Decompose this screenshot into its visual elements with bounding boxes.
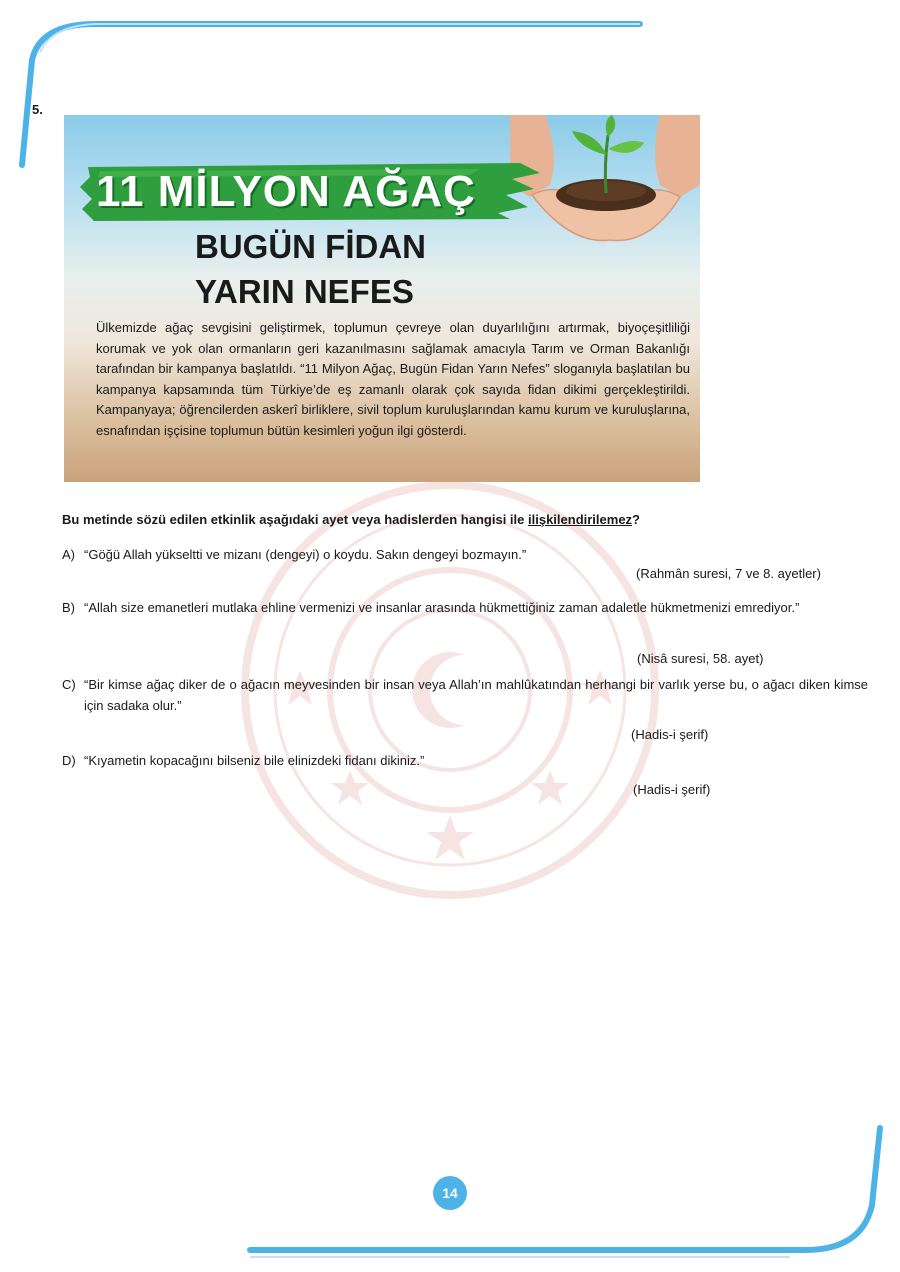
option-text: “Allah size emanetleri mutlaka ehline vermenizi ve insanlar arasında hükmettiğiniz zaman adaletle hükmetmenizi emrediyor.” bbox=[84, 600, 800, 615]
option-letter: D) bbox=[62, 753, 76, 768]
banner-paragraph: Ülkemizde ağaç sevgisini geliştirmek, toplumun çevreye olan duyarlılığını artırmak, biyoçeşitliliği korumak ve yok olan ormanların geri kazanılmasını sağlamak amacıyla Tarım ve Orman Bakanlığı tarafından bir kampanya başlatıldı. “11 Milyon Ağaç, Bugün Fidan Yarın Nefes” sloganıyla başlatılan bu kampanya kapsamında tüm Türkiye’de eş zamanlı olarak çok sayıda fidan dikimi gerçekleştirildi. Kampanyaya; öğrencilerden askerî birliklere, sivil toplum kuruluşlarından kamu kurum ve kuruluşlarına, esnafından işçisine toplumun bütün kesimleri yoğun ilgi gösterdi. bbox=[96, 320, 690, 438]
option-a bbox=[62, 545, 868, 566]
question-text-end: ? bbox=[632, 512, 640, 527]
question-number: 5. bbox=[32, 102, 43, 117]
question-text-start: Bu metinde sözü edilen etkinlik aşağıdaki ayet veya hadislerden hangisi ile bbox=[62, 512, 528, 527]
question-text bbox=[62, 512, 640, 527]
option-letter: C) bbox=[62, 677, 76, 692]
option-text: “Göğü Allah yükseltti ve mizanı (dengeyi) o koydu. Sakın dengeyi bozmayın.” bbox=[84, 547, 527, 562]
option-b bbox=[62, 598, 868, 619]
banner-title: 11 MİLYON AĞAÇ bbox=[96, 167, 476, 216]
banner-subtitle-2: YARIN NEFES bbox=[195, 273, 414, 310]
page-number-badge: 14 bbox=[433, 1176, 467, 1210]
option-c bbox=[62, 675, 868, 716]
option-letter: A) bbox=[62, 547, 75, 562]
question-underlined-word: ilişkilendirilemez bbox=[528, 512, 633, 527]
option-letter: B) bbox=[62, 600, 75, 615]
option-text: “Bir kimse ağaç diker de o ağacın meyvesinden bir insan veya Allah’ın mahlûkatından herhangi bir varlık yerse bu, o ağacı diken kimse için sadaka olur.” bbox=[84, 677, 868, 713]
option-c-source: (Hadis-i şerif) bbox=[631, 727, 709, 742]
option-a-source: (Rahmân suresi, 7 ve 8. ayetler) bbox=[636, 566, 821, 581]
option-b-source: (Nisâ suresi, 58. ayet) bbox=[637, 651, 764, 666]
campaign-banner bbox=[64, 115, 700, 482]
option-text: “Kıyametin kopacağını bilseniz bile elinizdeki fidanı dikiniz.” bbox=[84, 753, 425, 768]
option-d bbox=[62, 751, 868, 772]
banner-subtitle-1: BUGÜN FİDAN bbox=[195, 228, 426, 265]
option-d-source: (Hadis-i şerif) bbox=[633, 782, 711, 797]
